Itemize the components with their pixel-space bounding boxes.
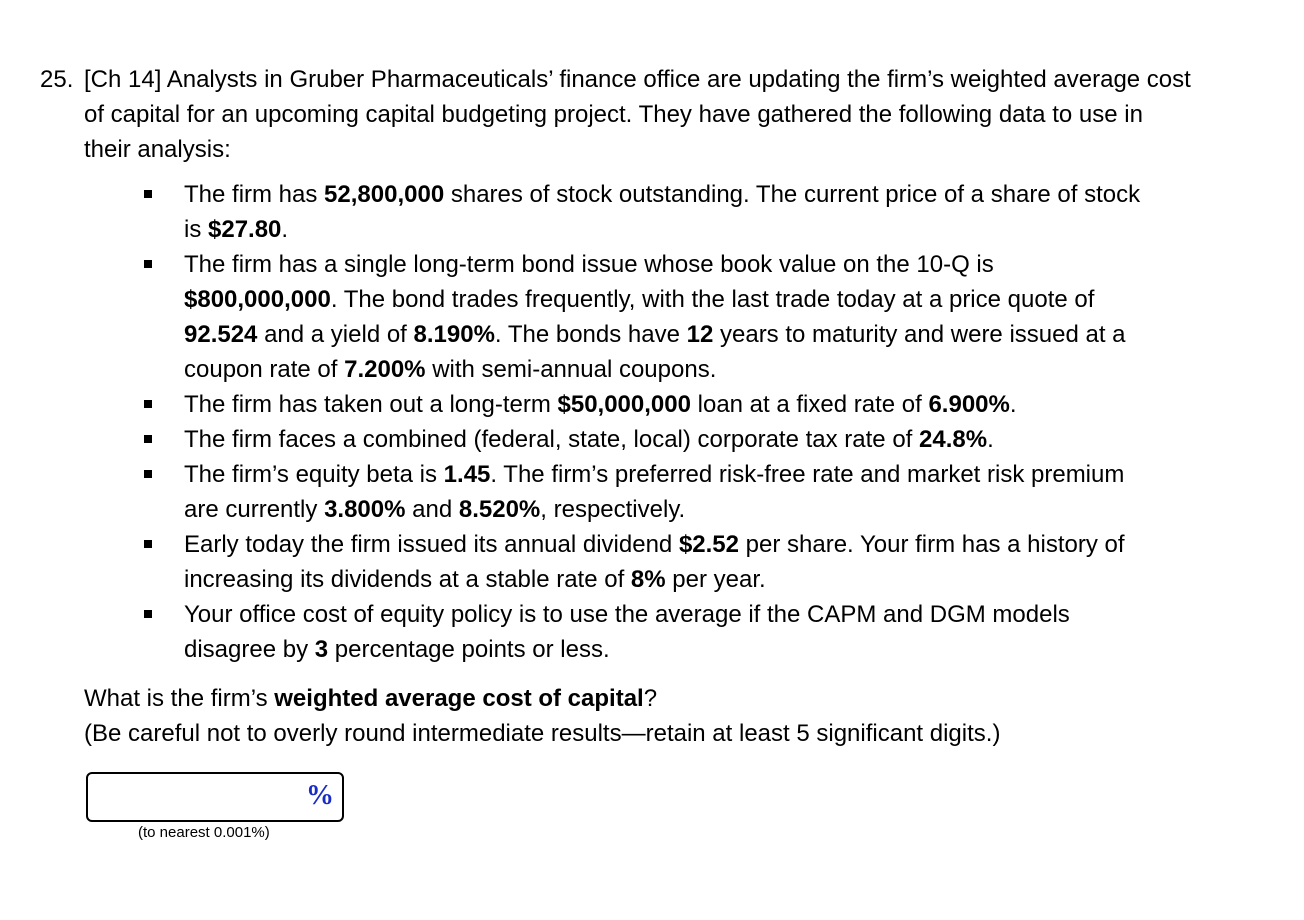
bold-value: 92.524 bbox=[184, 321, 258, 348]
text-run: and a yield of bbox=[257, 321, 414, 348]
data-bullet-list bbox=[144, 177, 1144, 667]
question-prompt bbox=[84, 681, 1280, 716]
data-bullet bbox=[144, 597, 1144, 667]
text-run: What is the firm’s bbox=[84, 685, 275, 712]
text-run: The firm has a single long-term bond issue whose book value on the 10-Q is bbox=[184, 251, 994, 278]
question-intro: [Ch 14] Analysts in Gruber Pharmaceuticals’ finance office are updating the firm’s weighted average cost of capital for an upcoming capital budgeting project. They have gathered the following data to use in their analysis: bbox=[84, 66, 1191, 163]
text-run: Early today the firm issued its annual dividend bbox=[184, 531, 679, 558]
bullet-square-icon bbox=[144, 190, 152, 198]
bold-value: 52,800,000 bbox=[324, 181, 445, 208]
bold-value: 3.800% bbox=[324, 496, 406, 523]
question-header bbox=[40, 62, 1280, 167]
text-run: The firm has bbox=[184, 181, 325, 208]
text-run: Your office cost of equity policy is to use the average if the CAPM and DGM models disagree by bbox=[184, 601, 1070, 663]
text-run: per share. Your firm has a history of increasing its dividends at a stable rate of bbox=[184, 531, 1125, 593]
text-run: . bbox=[281, 216, 289, 243]
data-bullet bbox=[144, 527, 1144, 597]
text-run: . The bonds have bbox=[494, 321, 687, 348]
bold-value: 6.900% bbox=[928, 391, 1010, 418]
text-run: with semi-annual coupons. bbox=[425, 356, 717, 383]
text-run: . bbox=[987, 426, 994, 453]
question bbox=[40, 62, 1280, 751]
text-run: ? bbox=[643, 685, 658, 712]
question-number: 25. bbox=[40, 66, 74, 93]
bold-value: $800,000,000 bbox=[184, 286, 331, 313]
question-note: (Be careful not to overly round intermediate results—retain at least 5 significant digits.) bbox=[84, 720, 1001, 747]
text-run: The firm has taken out a long-term bbox=[184, 391, 558, 418]
answer-hint: (to nearest 0.001%) bbox=[138, 824, 270, 841]
bold-value: 8.520% bbox=[458, 496, 541, 523]
text-run: per year. bbox=[665, 566, 766, 593]
answer-box bbox=[86, 772, 344, 822]
bold-value: 3 bbox=[314, 636, 329, 663]
text-run: and bbox=[405, 496, 459, 523]
text-run: shares of stock outstanding. The current price of a share of stock is bbox=[184, 181, 1141, 243]
bold-value: 8% bbox=[630, 566, 666, 593]
data-bullet bbox=[144, 387, 1144, 422]
bullet-square-icon bbox=[144, 610, 152, 618]
bullet-square-icon bbox=[144, 400, 152, 408]
bold-value: 12 bbox=[686, 321, 714, 348]
bold-value: 1.45 bbox=[443, 461, 491, 488]
percent-unit: % bbox=[306, 780, 334, 811]
data-bullet bbox=[144, 422, 1144, 457]
text-run: loan at a fixed rate of bbox=[690, 391, 929, 418]
bullet-square-icon bbox=[144, 470, 152, 478]
text-run: percentage points or less. bbox=[328, 636, 610, 663]
bullet-square-icon bbox=[144, 540, 152, 548]
bullet-square-icon bbox=[144, 260, 152, 268]
bold-value: weighted average cost of capital bbox=[274, 685, 644, 712]
bold-value: $50,000,000 bbox=[557, 391, 691, 418]
data-bullet bbox=[144, 457, 1144, 527]
bold-value: $2.52 bbox=[678, 531, 739, 558]
data-bullet bbox=[144, 177, 1144, 247]
text-run: The firm faces a combined (federal, state, local) corporate tax rate of bbox=[184, 426, 919, 453]
question-ask bbox=[84, 681, 1280, 751]
text-run: . bbox=[1009, 391, 1017, 418]
text-run: , respectively. bbox=[540, 496, 686, 523]
bullet-square-icon bbox=[144, 435, 152, 443]
bold-value: $27.80 bbox=[208, 216, 282, 243]
text-run: . The firm’s preferred risk-free rate and market risk premium are currently bbox=[184, 461, 1125, 523]
data-bullet bbox=[144, 247, 1144, 387]
bold-value: 8.190% bbox=[413, 321, 495, 348]
text-run: The firm’s equity beta is bbox=[184, 461, 444, 488]
text-run: years to maturity and were issued at a coupon rate of bbox=[184, 321, 1126, 383]
bold-value: 24.8% bbox=[919, 426, 988, 453]
answer-input[interactable] bbox=[94, 780, 308, 812]
text-run: . The bond trades frequently, with the last trade today at a price quote of bbox=[330, 286, 1095, 313]
bold-value: 7.200% bbox=[344, 356, 426, 383]
